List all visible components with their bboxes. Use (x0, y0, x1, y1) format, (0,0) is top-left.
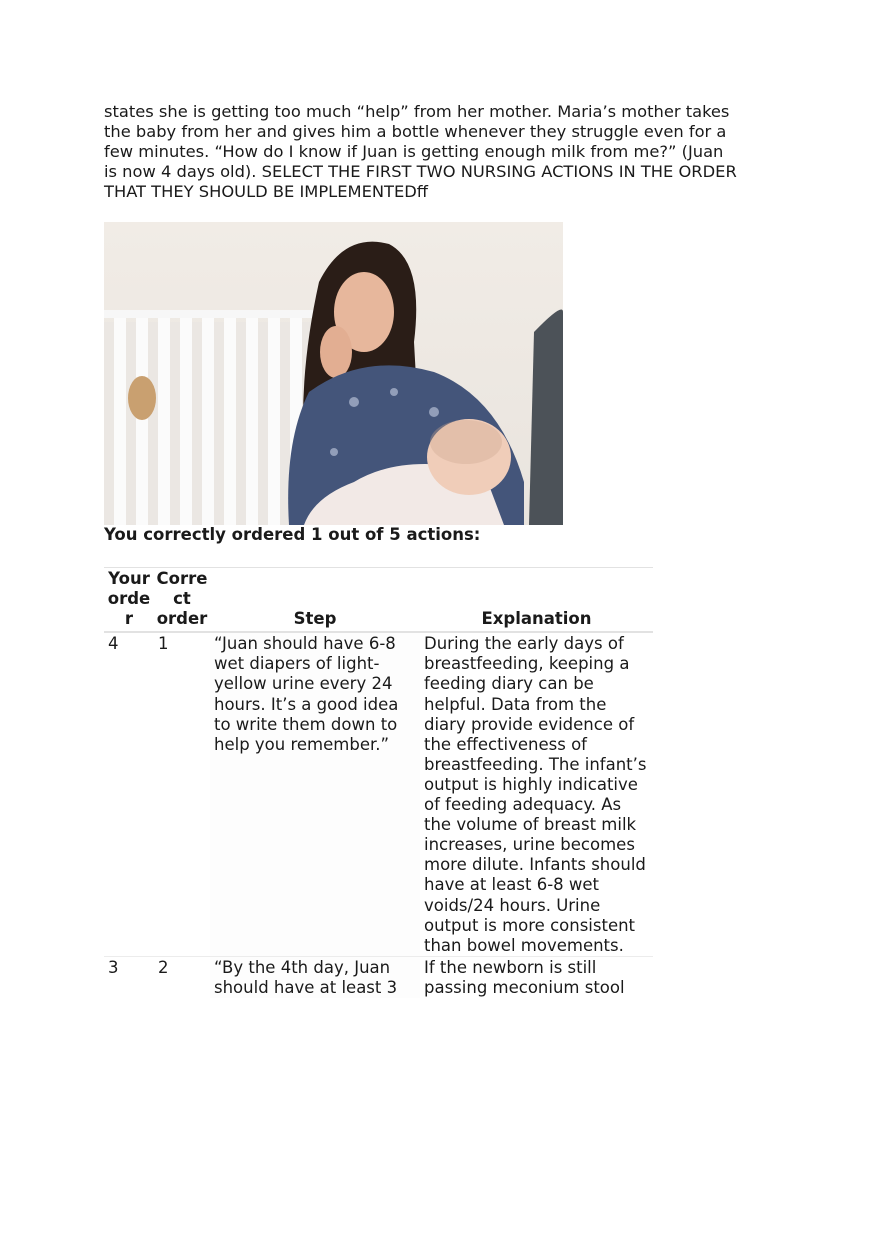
explanation-cell: During the early days of breastfeeding, keeping a feeding diary can be helpful. Data from the diary provide evidence of the effectiveness of breastfeeding. The infant’s output is highly indicative of feeding adequacy. As the volume of breast milk increases, urine becomes more dilute. Infants should have at least 6-8 wet voids/24 hours. Urine output is more consistent than bowel movements. (420, 632, 653, 956)
document-page (104, 102, 794, 998)
result-summary: You correctly ordered 1 out of 5 actions: (104, 525, 481, 544)
your-order-cell: 4 (104, 632, 154, 956)
header-step: Step (210, 568, 420, 633)
correct-order-cell: 2 (158, 957, 169, 977)
table-row (104, 632, 653, 956)
step-cell: “By the 4th day, Juan should have at least 3 (210, 956, 420, 998)
question-text: states she is getting too much “help” from her mother. Maria’s mother takes the baby from her and gives him a bottle whenever they struggle even for a few minutes. “How do I know if Juan is getting enough milk from me?” (Juan is now 4 days old). SELECT THE FIRST TWO NURSING ACTIONS IN THE ORDER THAT THEY SHOULD BE IMPLEMENTEDff (104, 102, 737, 201)
step-cell: “Juan should have 6-8 wet diapers of light-yellow urine every 24 hours. It’s a good idea to write them down to help you remember.” (210, 632, 420, 956)
table-header-row (104, 568, 653, 633)
header-your-order: Your orde r (104, 568, 154, 633)
header-correct-order: Corre ct order (154, 568, 210, 633)
table-row (104, 956, 653, 998)
header-explanation: Explanation (420, 568, 653, 633)
explanation-cell: If the newborn is still passing meconium stool (424, 957, 625, 997)
correct-order-cell: 1 (154, 632, 210, 956)
mother-and-baby-photo (104, 222, 563, 525)
your-order-cell: 3 (108, 957, 119, 977)
ordering-results-table (104, 567, 653, 998)
photo-illustration (104, 222, 563, 525)
